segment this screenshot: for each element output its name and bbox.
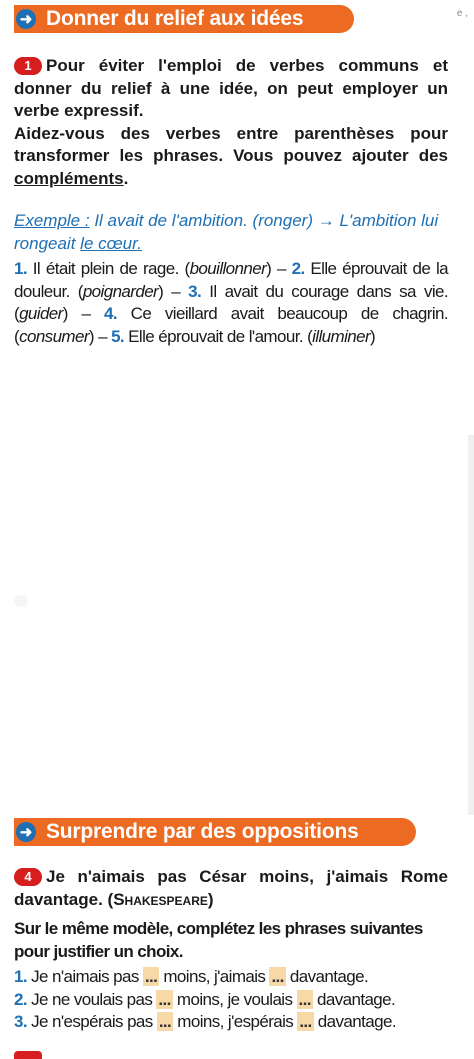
- arrow-right-icon: ➜: [16, 9, 36, 29]
- section-title: Surprendre par des oppositions: [46, 820, 359, 843]
- next-exercise-badge-partial: [14, 1051, 42, 1059]
- exercise-number-badge: 4: [14, 868, 42, 886]
- exercise-1-instructions: [14, 55, 448, 190]
- blank-dots: ...: [158, 1012, 172, 1031]
- blank-dots: ...: [299, 1012, 312, 1031]
- exercise-number-badge: 1: [14, 57, 42, 75]
- example-text: Il avait de l'ambition. (ronger) → L'ambition lui rongeait: [14, 211, 439, 253]
- list-item: 1. Il était plein de rage. (bouillonner) –: [14, 259, 292, 278]
- list-item: 5. Elle éprouvait de l'amour. (illuminer): [111, 326, 376, 346]
- instruction-paragraph-2: Aidez-vous des verbes entre parenthèses pour transformer les phrases. Vous pouvez ajouter des compléments.: [14, 123, 448, 188]
- exercise-4-items: [14, 966, 448, 1034]
- list-item: 2. Je ne voulais pas ... moins, je voulais ... davantage.: [14, 989, 396, 1009]
- example-label: Exemple :: [14, 211, 90, 230]
- example-underlined: le cœur.: [80, 233, 142, 253]
- example-line: [14, 210, 448, 255]
- instruction-paragraph-1: 1 Pour éviter l'emploi de verbes communs et donner du relief à une idée, on peut employer un verbe expressif.: [14, 56, 448, 120]
- blank-dots: ...: [298, 989, 311, 1009]
- section-title: Donner du relief aux idées: [46, 7, 304, 30]
- faint-smudge: [14, 595, 28, 607]
- corner-mark: e ,: [456, 8, 468, 19]
- section-banner-oppositions: [14, 818, 416, 846]
- arrow-right-icon: ➜: [16, 822, 36, 842]
- blank-dots: ...: [158, 989, 171, 1009]
- blank-dots: ...: [271, 967, 284, 986]
- list-item: 4. Ce vieillard avait beaucoup de chagrin. (consumer) –: [14, 304, 448, 346]
- list-item: 3. Il avait du courage dans sa vie. (guider) –: [14, 281, 448, 323]
- quote-author: Shakespeare: [113, 889, 208, 909]
- list-item: 3. Je n'espérais pas ... moins, j'espérais ... davantage.: [14, 1012, 396, 1031]
- page-edge-shadow: [468, 435, 474, 815]
- blank-dots: ...: [144, 967, 158, 986]
- list-item: 1. Je n'aimais pas ... moins, j'aimais ... davantage.: [14, 967, 369, 986]
- exercise-4-quote: 4 Je n'aimais pas César moins, j'aimais Rome davantage. (Shakespeare): [14, 867, 448, 909]
- exercise-4-instruction: Sur le même modèle, complétez les phrases suivantes pour justifier un choix.: [14, 919, 423, 961]
- section-banner-relief: [14, 5, 354, 33]
- list-item: 2. Elle éprouvait de la douleur. (poignarder) –: [14, 259, 449, 301]
- exercise-1-items: [14, 258, 448, 348]
